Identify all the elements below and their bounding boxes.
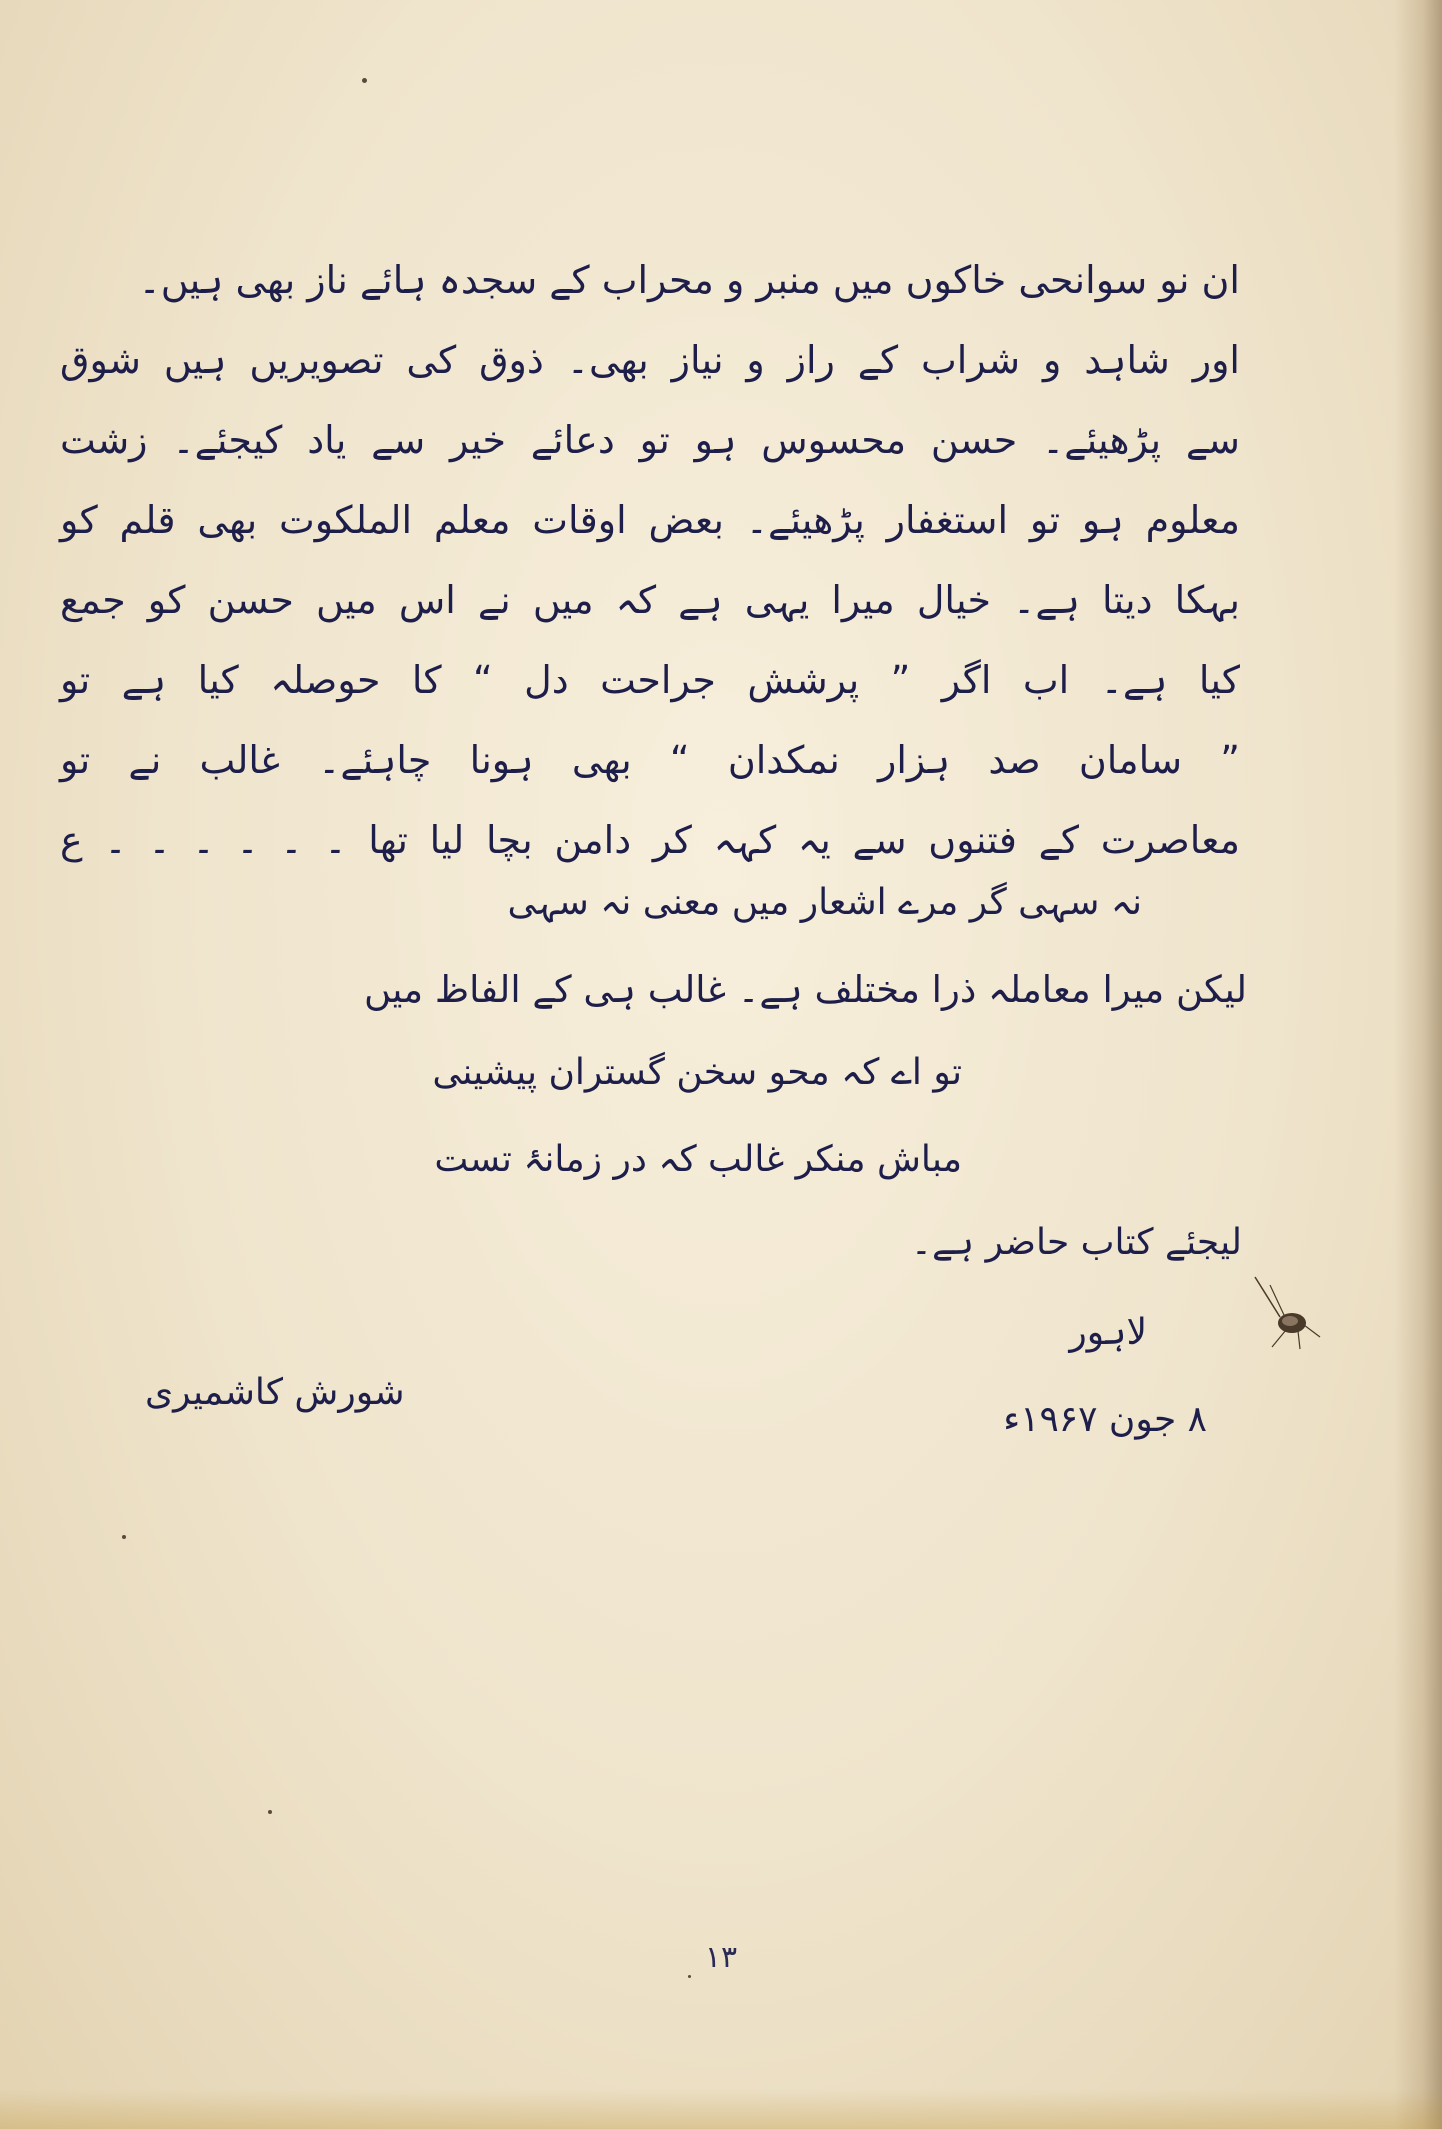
insect-icon [1250,1275,1330,1355]
page-edge-shadow [1394,0,1442,2129]
paragraph-line-6: کیا ہے۔ اب اگر ” پرشش جراحت دل “ کا حوصلہ کیا ہے تو [60,658,1240,702]
paragraph-line-1: ان نو سوانحی خاکوں میں منبر و محراب کے سجدہ ہائے ناز بھی ہیں۔ [138,258,1240,302]
paper-speck [688,1975,691,1978]
paragraph-line-5: بہکا دیتا ہے۔ خیال میرا یہی ہے کہ میں نے اس میں حسن کو جمع [60,578,1240,622]
signoff-date: ۸ جون ۱۹۶۷ء [1003,1399,1207,1440]
signoff-place: لاہور [1069,1312,1147,1353]
page-bottom-edge [0,2089,1442,2129]
page-number: ۱۳ [704,1940,738,1975]
author-name: شورش کاشمیری [145,1372,405,1413]
paragraph-line-2: اور شاہد و شراب کے راز و نیاز بھی۔ ذوق کی تصویریں ہیں شوق [60,338,1240,382]
paragraph-line-7: ” سامان صد ہزار نمکدان “ بھی ہونا چاہئے۔ غالب نے تو [60,738,1240,782]
paper-speck [362,78,367,83]
paragraph-line-8: معاصرت کے فتنوں سے یہ کہہ کر دامن بچا لیا تھا ۔ ۔ ۔ ۔ ۔ ۔ ع [60,818,1240,862]
verse-1-line: نہ سہی گر مرے اشعار میں معنی نہ سہی [507,882,1142,923]
paper-speck [268,1810,272,1814]
verse-2-line-2: مباش منکر غالب کہ در زمانۂ تست [434,1139,962,1180]
paragraph-line-4: معلوم ہو تو استغفار پڑھیئے۔ بعض اوقات معلم الملکوت بھی قلم کو [60,498,1240,542]
closing-line: لیجئے کتاب حاضر ہے۔ [910,1222,1242,1263]
paper-speck [122,1535,126,1539]
verse-2-line-1: تو اے کہ محو سخن گستران پیشینی [432,1052,962,1093]
paragraph-2-line: لیکن میرا معاملہ ذرا مختلف ہے۔ غالب ہی کے الفاظ میں [363,968,1247,1011]
paragraph-line-3: سے پڑھیئے۔ حسن محسوس ہو تو دعائے خیر سے یاد کیجئے۔ زشت [60,418,1240,462]
